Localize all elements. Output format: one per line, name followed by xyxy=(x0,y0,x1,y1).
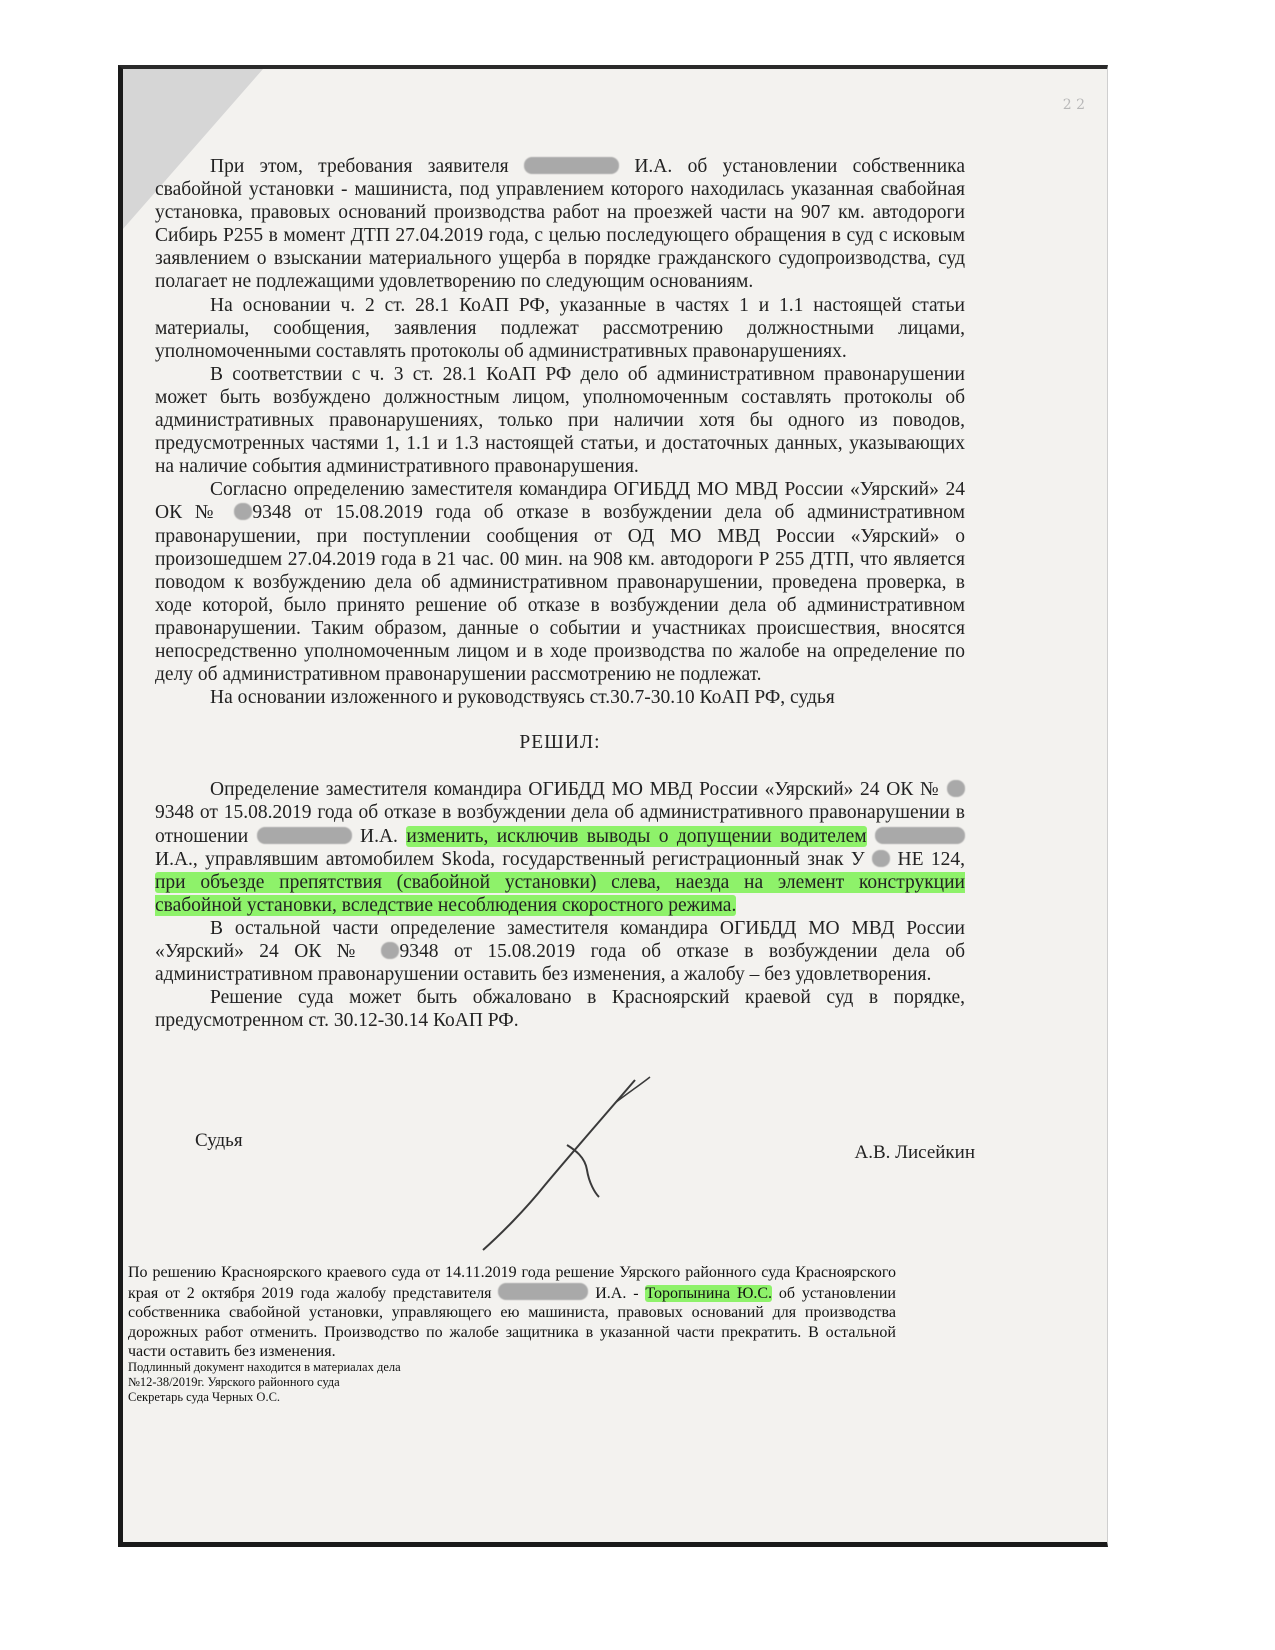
handwritten-signature xyxy=(475,1075,675,1255)
highlighted-text: Торопынина Ю.С. xyxy=(645,1284,773,1302)
redaction-blur xyxy=(257,827,352,844)
document-body xyxy=(155,155,965,1032)
redaction-blur xyxy=(381,942,399,959)
redaction-blur xyxy=(498,1283,588,1300)
redaction-blur xyxy=(524,157,619,174)
highlighted-text: изменить, исключив выводы о допущении водителем xyxy=(406,825,867,847)
paragraph-4: Согласно определению заместителя командира ОГИБДД МО МВД России «Уярский» 24 ОК № 9348 от 15.08.2019 года об отказе в возбуждении дела об административном правонарушении, при поступлении сообщения от ОД МО МВД России «Уярский» о произошедшем 27.04.2019 года в 21 час. 00 мин. на 908 км. автодороги Р 255 ДТП, что является поводом к возбуждению дела об административном правонарушении, проведена проверка, в ходе которой, было принято решение об отказе в возбуждении дела об административном правонарушении. Таким образом, данные о событии и участниках происшествия, вносятся непосредственно уполномоченным лицом и в ходе производства по жалобе на определение по делу об административном правонарушении рассмотрению не подлежат. xyxy=(155,479,966,686)
judge-label: Судья xyxy=(195,1130,243,1151)
paragraph-6: Определение заместителя командира ОГИБДД МО МВД России «Уярский» 24 ОК № 9348 от 15.08.2019 года об отказе в возбуждении дела об административного правонарушении в отношении И.А. изменить, исключив выводы о допущении водителем И.А., управлявшим автомобилем Skoda, государственный регистрационный знак У НЕ 124, при объезде препятствия (свабойной установки) слева, наезда на элемент конструкции свабойной установки, вследствие несоблюдения скоростного режима. xyxy=(155,779,966,916)
paragraph-5: На основании изложенного и руководствуясь ст.30.7-30.10 КоАП РФ, судья xyxy=(210,687,835,709)
paragraph-2: На основании ч. 2 ст. 28.1 КоАП РФ, указанные в частях 1 и 1.1 настоящей статьи материалы, сообщения, заявления подлежат рассмотрению должностными лицами, уполномоченными составлять протоколы об административных правонарушениях. xyxy=(155,294,965,362)
paragraph-1: При этом, требования заявителя И.А. об установлении собственника свабойной установки - машиниста, под управлением которого находилась указанная свабойная установка, правовых оснований производства работ на проезжей части на 907 км. автодороги Сибирь Р255 в момент ДТП 27.04.2019 года, с целью последующего обращения в суд с исковым заявлением о взыскании материального ущерба в порядке гражданского судопроизводства, суд полагает не подлежащими удовлетворению по следующим основаниям. xyxy=(155,156,965,293)
judge-name: А.В. Лисейкин xyxy=(854,1142,975,1163)
signature-block xyxy=(195,1130,975,1280)
paragraph-3: В соответствии с ч. 3 ст. 28.1 КоАП РФ дело об административном правонарушении может быть возбуждено должностным лицом, уполномоченным составлять протоколы об административных правонарушениях, только при наличии хотя бы одного из поводов, предусмотренных частями 1, 1.1 и 1.3 настоящей статьи, и достаточных данных, указывающих на наличие события административного правонарушения. xyxy=(155,363,965,478)
redaction-blur xyxy=(947,780,965,797)
redaction-blur xyxy=(872,850,890,867)
archive-footer: Подлинный документ находится в материалах дела №12-38/2019г. Уярского районного суда Секретарь суда Черных О.С. xyxy=(128,1360,401,1404)
redaction-blur xyxy=(234,503,252,520)
redaction-blur xyxy=(875,827,965,844)
paragraph-7: В остальной части определение заместителя командира ОГИБДД МО МВД России «Уярский» 24 ОК № 9348 от 15.08.2019 года об отказе в возбуждении дела об административном правонарушении оставить без изменения, а жалобу – без удовлетворения. xyxy=(155,917,965,986)
decision-heading: РЕШИЛ: xyxy=(519,732,601,754)
corner-mark: 2 2 xyxy=(1062,97,1085,113)
paragraph-8: Решение суда может быть обжаловано в Красноярский краевой суд в порядке, предусмотренном ст. 30.12-30.14 КоАП РФ. xyxy=(155,987,965,1032)
highlighted-text: при объезде препятствия (свабойной установки) слева, наезда на элемент конструкции свабойной установки, вследствие несоблюдения скоростного режима. xyxy=(155,871,965,916)
appeal-note: По решению Красноярского краевого суда от 14.11.2019 года решение Уярского районного суда Красноярского края от 2 октября 2019 года жалобу представителя И.А. - Торопынина Ю.С. об установлении собственника свабойной установки, управляющего ею машиниста, правовых оснований для производства дорожных работ отменить. Производство по жалобе защитника в указанной части прекратить. В остальной части оставить без изменения. xyxy=(128,1264,896,1360)
